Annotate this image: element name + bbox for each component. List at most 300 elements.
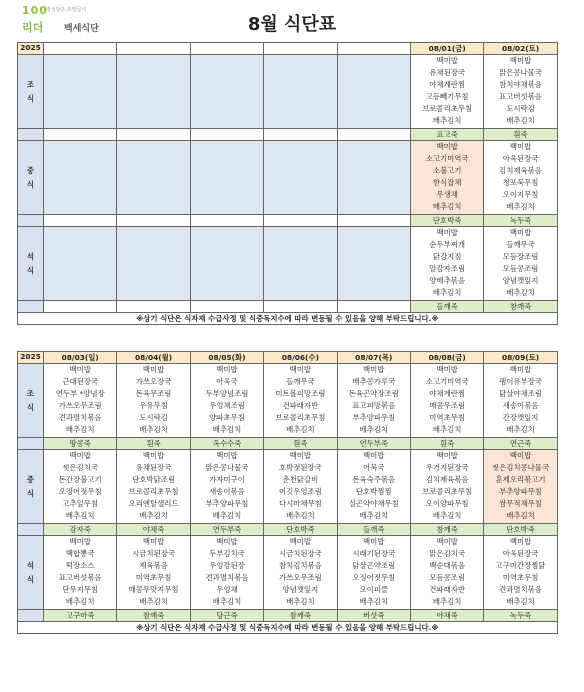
breakfast-label	[18, 364, 44, 438]
menu-item: 어묵국	[363, 463, 385, 473]
menu-item: 가자미구이	[209, 475, 245, 485]
menu-item: 건파래자반	[282, 401, 319, 411]
menu-cell	[410, 364, 483, 438]
menu-item: 오이지무침	[502, 190, 539, 200]
menu-item: 춘천닭갈비	[282, 475, 319, 485]
menu-item: 닭살곤약조림	[352, 561, 396, 571]
menu-item: 배추김치	[432, 116, 462, 126]
menu-item: 돈간장불고기	[58, 475, 102, 485]
menu-cell	[484, 55, 557, 129]
date-header	[190, 43, 263, 55]
meal-label-text: 석 식	[26, 560, 35, 584]
porridge-cell: 야채죽	[410, 610, 483, 622]
menu-item: 배추김치	[139, 425, 168, 435]
date-header: 08/06(수)	[264, 352, 337, 364]
menu-item: 배추김치	[212, 511, 242, 521]
menu-item: 배추김치	[432, 288, 462, 298]
menu-item: 배추김치	[432, 202, 462, 212]
menu-item: 배추김치	[506, 597, 535, 607]
porridge-cell: 녹두죽	[484, 610, 557, 622]
menu-item: 표고버섯볶음	[58, 573, 102, 583]
lunch-porridge-row	[18, 524, 558, 536]
empty-day-cell	[190, 141, 263, 215]
menu-cell	[337, 536, 410, 610]
porridge-cell: 버섯죽	[337, 610, 410, 622]
menu-item: 오징어젓무침	[352, 573, 396, 583]
menu-item: 백미밥	[142, 365, 165, 374]
menu-item: 백미밥	[363, 537, 385, 546]
porridge-cell: 흰죽	[484, 129, 557, 141]
menu-item: 배추김치	[65, 511, 95, 521]
meal-label-text: 조 식	[26, 79, 35, 103]
empty-day-cell	[190, 55, 263, 129]
menu-item: 백순대볶음	[429, 561, 465, 571]
menu-item: 배추김치	[65, 597, 95, 607]
date-header	[264, 43, 337, 55]
meal-label-text: 석 식	[26, 251, 35, 275]
porridge-cell: 땅콩죽	[44, 438, 117, 450]
menu-item: 백미밥	[509, 365, 532, 374]
menu-cell	[117, 450, 190, 524]
porridge-cell: 연근죽	[484, 438, 557, 450]
menu-item: 배추김치	[359, 425, 389, 435]
porridge-cell: 참깨죽	[410, 524, 483, 536]
menu-cell	[410, 536, 483, 610]
menu-item: 양파초무침	[209, 413, 245, 423]
porridge-empty	[264, 215, 337, 227]
porridge-empty	[337, 215, 410, 227]
menu-item: 새송이볶음	[502, 401, 539, 411]
porridge-cell: 당근죽	[190, 610, 263, 622]
menu-item: 백미밥	[216, 537, 238, 546]
menu-item: 가쓰오장국	[135, 377, 172, 387]
menu-cell	[410, 450, 483, 524]
menu-item: 시금치된장국	[132, 549, 175, 559]
menu-item: 백미밥	[509, 537, 532, 546]
menu-item: 참치야채볶음	[499, 80, 542, 90]
menu-cell	[264, 450, 337, 524]
logo-number: 100	[22, 4, 48, 17]
menu-cell	[190, 450, 263, 524]
menu-cell	[484, 536, 557, 610]
menu-cell	[484, 141, 557, 215]
porridge-cell: 감자죽	[44, 524, 117, 536]
year-label: 2025	[18, 352, 44, 364]
menu-item: 어깃우엉조림	[278, 487, 322, 497]
menu-item: 우유무침	[139, 401, 168, 411]
menu-item: 아욱국	[216, 377, 238, 387]
menu-item: 모듬콩조림	[502, 264, 539, 274]
porridge-cell: 표고죽	[410, 129, 483, 141]
date-header	[337, 43, 410, 55]
empty-day-cell	[44, 141, 117, 215]
menu-cell	[44, 364, 117, 438]
menu-item: 배추김치	[286, 511, 315, 521]
menu-item: 부추양파무침	[205, 499, 249, 509]
menu-item: 실곤약야채무침	[348, 499, 399, 509]
menu-cell	[190, 364, 263, 438]
menu-item: 백미밥	[289, 365, 312, 374]
menu-item: 양념깻잎지	[282, 585, 319, 595]
menu-item: 매콤무조림	[429, 401, 465, 411]
menu-item: 배추김치	[212, 597, 242, 607]
menu-item: 배추김치	[506, 202, 535, 212]
date-header: 08/02(토)	[484, 43, 557, 55]
menu-item: 양배추볶음	[429, 276, 465, 286]
menu-item: 한식잡채	[432, 178, 462, 188]
porridge-cell: 흰죽	[117, 438, 190, 450]
porridge-empty	[190, 215, 263, 227]
date-header: 08/08(금)	[410, 352, 483, 364]
menu-cell	[190, 536, 263, 610]
menu-item: 브로콜리초무침	[128, 487, 179, 497]
porridge-cell: 고구마죽	[44, 610, 117, 622]
lunch-label	[18, 141, 44, 215]
menu-item: 부추양파무침	[499, 487, 542, 497]
porridge-cell: 옥수수죽	[190, 438, 263, 450]
menu-item: 씻은김치국	[62, 463, 99, 473]
menu-item: 두부양념조림	[205, 389, 249, 399]
menu-item: 오징어젓무침	[58, 487, 102, 497]
menu-item: 백미밥	[509, 142, 532, 151]
menu-item: 브로콜리초무침	[422, 104, 473, 114]
meal-label-text: 중 식	[26, 165, 35, 189]
menu-item: 오이양파무침	[425, 499, 469, 509]
menu-item: 배추김치	[432, 425, 462, 435]
porridge-cell: 단호박죽	[484, 524, 557, 536]
menu-item: 시래기된장국	[352, 549, 396, 559]
date-header: 08/01(금)	[410, 43, 483, 55]
menu-item: 견과멸치볶음	[205, 573, 249, 583]
porridge-cell: 단호박죽	[410, 215, 483, 227]
porridge-empty	[117, 129, 190, 141]
menu-cell	[264, 536, 337, 610]
porridge-label-spacer	[18, 610, 44, 622]
menu-item: 단호박닭조림	[132, 475, 175, 485]
menu-item: 배추김치	[506, 288, 535, 298]
menu-item: 가쓰오무조림	[58, 401, 102, 411]
porridge-cell: 단호박죽	[264, 524, 337, 536]
empty-day-cell	[117, 141, 190, 215]
menu-item: 우거지된장국	[425, 463, 469, 473]
menu-item: 단호박찜찜	[355, 487, 392, 497]
menu-item: 건파래자반	[429, 585, 465, 595]
menu-item: 백미밥	[69, 365, 91, 374]
date-header: 08/05(화)	[190, 352, 263, 364]
menu-item: 시금치된장국	[278, 549, 322, 559]
porridge-empty	[337, 301, 410, 313]
menu-item: 백미밥	[436, 142, 458, 151]
date-header: 08/04(월)	[117, 352, 190, 364]
menu-item: 백미밥	[363, 451, 385, 460]
menu-item: 견과멸치볶음	[499, 585, 542, 595]
menu-item: 미역초무침	[429, 413, 465, 423]
menu-item: 백미밥	[436, 56, 458, 65]
menu-item: 쌈무적채무침	[499, 499, 542, 509]
menu-cell	[117, 364, 190, 438]
porridge-empty	[190, 129, 263, 141]
menu-item: 모듬콩조림	[429, 573, 465, 583]
menu-item: 오이피클	[359, 585, 389, 595]
porridge-label-spacer	[18, 438, 44, 450]
menu-item: 우엉채	[216, 585, 238, 595]
menu-item: 알감자조림	[429, 264, 465, 274]
menu-item: 도시락김	[506, 104, 535, 114]
lunch-porridge-row	[18, 215, 558, 227]
menu-cell	[337, 364, 410, 438]
menu-item: 닭살야채조림	[499, 389, 542, 399]
lunch-row	[18, 141, 558, 215]
menu-item: 들깨무국	[286, 377, 315, 387]
dinner-row	[18, 536, 558, 610]
menu-cell	[117, 536, 190, 610]
empty-day-cell	[44, 227, 117, 301]
date-header	[44, 43, 117, 55]
menu-item: 백미밥	[289, 537, 312, 546]
menu-item: 우엉채조림	[209, 401, 245, 411]
menu-item: 야채계란찜	[429, 389, 465, 399]
breakfast-row	[18, 55, 558, 129]
porridge-empty	[117, 215, 190, 227]
empty-day-cell	[117, 227, 190, 301]
menu-item: 우엉강된장	[209, 561, 245, 571]
menu-item: 야채계란찜	[429, 80, 465, 90]
menu-item: 유채된장국	[135, 463, 172, 473]
menu-item: 오리엔탈샐러드	[128, 499, 179, 509]
date-header	[117, 43, 190, 55]
menu-item: 호박젓된장국	[278, 463, 322, 473]
menu-item: 배추김치	[506, 511, 535, 521]
menu-item: 백미밥	[216, 365, 238, 374]
menu-item: 떡장소스	[65, 561, 95, 571]
menu-item: 미트볼피망조림	[275, 389, 326, 399]
dinner-porridge-row	[18, 610, 558, 622]
menu-cell	[410, 141, 483, 215]
menu-item: 다시마채무침	[278, 499, 322, 509]
porridge-cell: 참깨죽	[117, 610, 190, 622]
menu-item: 맑은콩나물국	[205, 463, 249, 473]
menu-item: 배추김치	[359, 597, 389, 607]
porridge-empty	[117, 301, 190, 313]
menu-item: 맑은콩나물국	[499, 68, 542, 78]
date-header: 08/07(목)	[337, 352, 410, 364]
menu-item: 고추잎무침	[62, 499, 99, 509]
menu-item: 참치김치볶음	[278, 561, 322, 571]
logo-tagline: 정성담은 요양급식	[46, 7, 87, 13]
menu-item: 팽이유부장국	[499, 377, 542, 387]
menu-item: 김치제육볶음	[499, 166, 542, 176]
dinner-label	[18, 227, 44, 301]
porridge-empty	[44, 301, 117, 313]
menu-item: 아욱된장국	[502, 154, 539, 164]
menu-item: 백합뽕국	[65, 549, 95, 559]
menu-item: 백미밥	[69, 451, 91, 460]
date-header: 08/03(일)	[44, 352, 117, 364]
breakfast-porridge-row	[18, 129, 558, 141]
menu-item: 들깨무국	[506, 240, 535, 250]
meal-label-text: 조 식	[26, 388, 35, 412]
menu-item: 표고피망볶음	[352, 401, 396, 411]
menu-item: 배추김치	[506, 425, 535, 435]
notice-row	[18, 622, 558, 634]
breakfast-porridge-row	[18, 438, 558, 450]
menu-item: 백미밥	[69, 537, 91, 546]
menu-item: 백미밥	[216, 451, 238, 460]
menu-item: 고등빼기무침	[425, 92, 469, 102]
menu-item: 모듬장조림	[502, 252, 539, 262]
menu-item: 매콤무맛지무침	[128, 585, 179, 595]
notice-row	[18, 313, 558, 325]
porridge-cell: 연두부죽	[337, 438, 410, 450]
porridge-label-spacer	[18, 129, 44, 141]
empty-day-cell	[264, 55, 337, 129]
porridge-empty	[44, 129, 117, 141]
porridge-cell: 참깨죽	[484, 301, 557, 313]
logo-brand-name: 백세식단	[64, 24, 99, 34]
week2-menu-table	[17, 351, 558, 634]
menu-item: 배추김치	[286, 597, 315, 607]
page-header	[0, 0, 584, 42]
menu-item: 제육볶음	[139, 561, 168, 571]
menu-item: 미역초무침	[502, 573, 539, 583]
menu-item: 브로콜리초무침	[422, 487, 473, 497]
dinner-row	[18, 227, 558, 301]
menu-item: 씻은김치콩나물국	[491, 463, 550, 473]
menu-item: 백미밥	[142, 537, 165, 546]
menu-item: 배추김치	[139, 511, 168, 521]
porridge-label-spacer	[18, 301, 44, 313]
empty-day-cell	[190, 227, 263, 301]
porridge-empty	[337, 129, 410, 141]
menu-item: 소고기미역국	[425, 377, 469, 387]
week1-menu-table	[17, 42, 558, 325]
menu-cell	[410, 227, 483, 301]
menu-item: 맑은김치국	[429, 549, 465, 559]
porridge-label-spacer	[18, 524, 44, 536]
menu-item: 가쓰오무조림	[278, 573, 322, 583]
menu-item: 백미밥	[289, 451, 312, 460]
menu-item: 김치제육볶음	[425, 475, 469, 485]
menu-item: 단무지무침	[62, 585, 99, 595]
menu-cell	[484, 364, 557, 438]
notice-text: ※상기 식단은 식자재 수급사정 및 식중독지수에 따라 변동될 수 있음을 양해 부탁드립니다.※	[18, 313, 558, 325]
menu-item: 백미밥	[509, 451, 532, 460]
porridge-cell: 녹두죽	[484, 215, 557, 227]
porridge-cell: 들깨죽	[410, 301, 483, 313]
empty-day-cell	[337, 141, 410, 215]
porridge-empty	[44, 215, 117, 227]
porridge-cell: 흰죽	[410, 438, 483, 450]
empty-day-cell	[44, 55, 117, 129]
date-header-row	[18, 43, 558, 55]
menu-item: 백미밥	[142, 451, 165, 460]
menu-item: 브로콜리초무침	[275, 413, 326, 423]
porridge-empty	[264, 129, 337, 141]
menu-item: 배추김치	[139, 597, 168, 607]
menu-item: 배추김치	[432, 511, 462, 521]
date-header-row	[18, 352, 558, 364]
menu-cell	[44, 450, 117, 524]
menu-item: 배추김치	[506, 116, 535, 126]
menu-item: 간장깻잎지	[502, 413, 539, 423]
menu-item: 훈제오리볶고기	[495, 475, 546, 485]
notice-text: ※상기 식단은 식자재 수급사정 및 식중독지수에 따라 변동될 수 있음을 양해 부탁드립니다.※	[18, 622, 558, 634]
menu-item: 배추김치	[359, 511, 389, 521]
page-title: 8월 식단표	[247, 14, 337, 35]
menu-item: 무생채	[436, 190, 458, 200]
menu-item: 배추김치	[65, 425, 95, 435]
menu-item: 새송이볶음	[209, 487, 245, 497]
porridge-cell: 연두부죽	[190, 524, 263, 536]
porridge-empty	[264, 301, 337, 313]
menu-item: 돈육곤약장조림	[348, 389, 399, 399]
date-header: 08/09(토)	[484, 352, 557, 364]
porridge-cell: 들깨죽	[337, 524, 410, 536]
menu-item: 연두부 *양념장	[55, 389, 105, 399]
menu-item: 근대된장국	[62, 377, 99, 387]
menu-item: 배추김치	[212, 425, 242, 435]
menu-cell	[410, 55, 483, 129]
porridge-label-spacer	[18, 215, 44, 227]
menu-item: 고구마간장찜닭	[495, 561, 546, 571]
menu-item: 부추양파무침	[352, 413, 396, 423]
dinner-porridge-row	[18, 301, 558, 313]
menu-item: 백미밥	[509, 228, 532, 237]
porridge-cell: 야채죽	[117, 524, 190, 536]
menu-cell	[264, 364, 337, 438]
meal-label-text: 중 식	[26, 474, 35, 498]
menu-item: 돈육숙주볶음	[352, 475, 396, 485]
breakfast-row	[18, 364, 558, 438]
empty-day-cell	[264, 227, 337, 301]
menu-item: 백미밥	[436, 228, 458, 237]
dinner-label	[18, 536, 44, 610]
menu-item: 순두부찌개	[429, 240, 465, 250]
breakfast-label	[18, 55, 44, 129]
menu-item: 소고기미역국	[425, 154, 469, 164]
menu-item: 미역초무침	[135, 573, 172, 583]
menu-item: 백미밥	[436, 365, 458, 374]
menu-cell	[484, 450, 557, 524]
menu-item: 표고버섯볶음	[499, 92, 542, 102]
menu-item: 돈육무조림	[135, 389, 172, 399]
menu-cell	[44, 536, 117, 610]
porridge-empty	[190, 301, 263, 313]
menu-item: 백미밥	[363, 365, 385, 374]
empty-day-cell	[117, 55, 190, 129]
menu-item: 소불고기	[432, 166, 462, 176]
porridge-cell: 참깨죽	[264, 610, 337, 622]
porridge-cell: 흰죽	[264, 438, 337, 450]
year-label: 2025	[18, 43, 44, 55]
menu-item: 배추김치	[286, 425, 315, 435]
empty-day-cell	[337, 227, 410, 301]
empty-day-cell	[264, 141, 337, 215]
empty-day-cell	[337, 55, 410, 129]
menu-item: 백미밥	[509, 56, 532, 65]
menu-cell	[337, 450, 410, 524]
menu-item: 닭강지짐	[432, 252, 462, 262]
menu-item: 유채된장국	[429, 68, 465, 78]
menu-item: 양념깻잎지	[502, 276, 539, 286]
menu-item: 백미밥	[436, 537, 458, 546]
menu-item: 백미밥	[436, 451, 458, 460]
menu-item: 배추콩가루국	[352, 377, 396, 387]
menu-item: 배추김치	[432, 597, 462, 607]
lunch-label	[18, 450, 44, 524]
menu-item: 두부김치국	[209, 549, 245, 559]
menu-item: 견과멸치볶음	[58, 413, 102, 423]
